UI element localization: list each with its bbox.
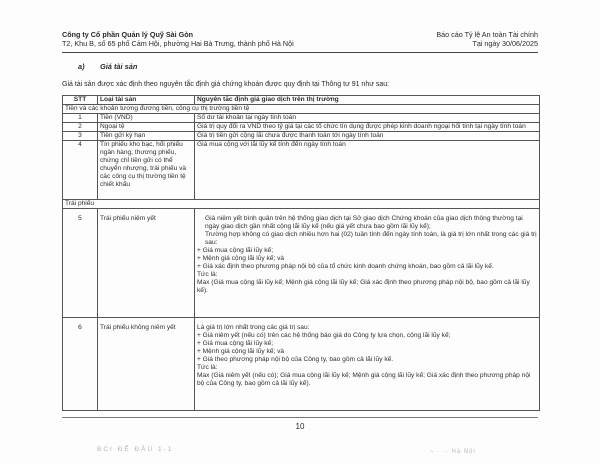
row-asset-type: Tín phiếu kho bạc, hối phiếu ngân hàng, thương phiếu, chứng chỉ tiền gửi có thể chuyển nhượng, trái phiếu và các công cụ thị trường tiền tệ chiết khấu <box>98 141 195 200</box>
group-row-bonds <box>63 200 540 209</box>
table-row <box>63 318 540 411</box>
header-valuation-rule: Nguyên tắc định giá giao dịch trên thị trường <box>195 96 540 105</box>
table-row <box>63 114 540 123</box>
row-stt: 2 <box>63 123 98 132</box>
rule-line: + Giá xác định theo phương pháp nội bộ của tổ chức kinh doanh chứng khoán, bao gồm cả lãi lũy kế. <box>197 263 494 270</box>
row-rule: Giá mua cộng với lãi lũy kế tính đến ngày tính toán <box>195 141 540 200</box>
row-asset-type: Trái phiếu không niêm yết <box>98 318 195 411</box>
section-intro: Giá tài sản được xác định theo nguyên tắc định giá chứng khoán được quy định tại Thông tư 91 như sau: <box>62 81 390 88</box>
group-bonds-label: Trái phiếu <box>63 200 540 209</box>
row-rule <box>195 318 540 411</box>
company-name: Công ty Cổ phần Quản lý Quỹ Sài Gòn <box>62 30 193 39</box>
row-asset-type: Tiền gửi kỳ hạn <box>98 132 195 141</box>
scan-mark-left: BCI ĐỂ ĐẦU 1-1 <box>97 446 174 453</box>
group-cash-label: Tiền và các khoản tương đương tiền, công cụ thị trường tiền tệ <box>63 105 540 114</box>
row-asset-type: Tiền (VND) <box>98 114 195 123</box>
table-row <box>63 132 540 141</box>
rule-line: + Giá theo phương pháp nội bộ của Công ty, bao gồm cả lãi lũy kế. <box>197 356 394 363</box>
rule-line: + Giá niêm yết (nếu có) trên các hệ thống báo giá do Công ty lựa chọn, cộng lãi lũy kế; <box>197 332 451 339</box>
rule-line: Giá niêm yết bình quân trên hệ thống giao dịch tại Sở giao dịch Chứng khoán của giao dịch thông thường tại ngày giao dịch gần nhất cộng lãi lũy kế (nếu giá yết chưa bao gồm lãi lũy kế); <box>205 215 523 230</box>
rule-line: + Mệnh giá cộng lãi lũy kế; và <box>197 255 285 262</box>
row-rule <box>195 209 540 318</box>
table-row <box>63 209 540 318</box>
row-stt: 4 <box>63 141 98 200</box>
header-stt: STT <box>63 96 98 105</box>
report-date: Tại ngày 30/06/2025 <box>472 39 538 48</box>
rule-line: Tức là: <box>197 364 218 371</box>
row-stt: 3 <box>63 132 98 141</box>
report-title: Báo cáo Tỷ lệ An toàn Tài chính <box>436 30 538 39</box>
rule-line: + Mệnh giá cộng lãi lũy kế; và <box>197 348 285 355</box>
group-row-cash <box>63 105 540 114</box>
section-label: a) <box>78 62 85 71</box>
scan-mark-right: ~ · ·· Hà Nội <box>430 449 476 455</box>
section-title: Giá tài sản <box>100 62 138 71</box>
row-rule: Giá trị quy đổi ra VND theo tỷ giá tại các tổ chức tín dụng được phép kinh doanh ngoại hối tính tại ngày tính toán <box>195 123 540 132</box>
table-header-row <box>63 96 540 105</box>
row-rule: Giá trị tiền gửi cộng lãi chưa được thanh toán tới ngày tính toán <box>195 132 540 141</box>
section-heading <box>78 62 137 71</box>
rule-line: Tức là: <box>197 271 218 278</box>
row-asset-type: Trái phiếu niêm yết <box>98 209 195 318</box>
page-number: 10 <box>295 422 305 431</box>
row-stt: 5 <box>63 209 98 318</box>
row-stt: 6 <box>63 318 98 411</box>
rule-line: Là giá trị lớn nhất trong các giá trị sau: <box>197 324 310 331</box>
rule-line: Max (Giá niêm yết (nếu có); Giá mua cộng lãi lũy kế; Mệnh giá cộng lãi lũy kế; Giá xác định theo phương pháp nội bộ của Công ty, bao gồm cả lãi lũy kế). <box>197 372 531 387</box>
rule-line: Max (Giá mua cộng lãi lũy kế; Mệnh giá cộng lãi lũy kế; Giá xác định theo phương pháp nội bộ, bao gồm cả lãi lũy kế). <box>197 279 530 294</box>
row-stt: 1 <box>63 114 98 123</box>
company-address: T2, Khu B, số 65 phố Cảm Hội, phường Hai Bà Trưng, thành phố Hà Nội <box>62 39 294 48</box>
footer-divider <box>62 417 538 418</box>
row-rule: Số dư tài khoản tại ngày tính toán <box>195 114 540 123</box>
rule-line: Trường hợp không có giao dịch nhiều hơn hai (02) tuần tính đến ngày tính toán, là giá trị lớn nhất trong các giá trị sau: <box>205 231 537 246</box>
report-header <box>436 30 538 48</box>
header-divider <box>62 52 538 53</box>
table-row <box>63 123 540 132</box>
rule-line: + Giá mua cộng lãi lũy kế; <box>197 340 274 347</box>
company-header <box>62 30 294 48</box>
asset-valuation-table <box>62 95 540 411</box>
header-asset-type: Loại tài sản <box>98 96 195 105</box>
rule-line: + Giá mua cộng lãi lũy kế; <box>197 247 274 254</box>
row-asset-type: Ngoại tệ <box>98 123 195 132</box>
table-row <box>63 141 540 200</box>
